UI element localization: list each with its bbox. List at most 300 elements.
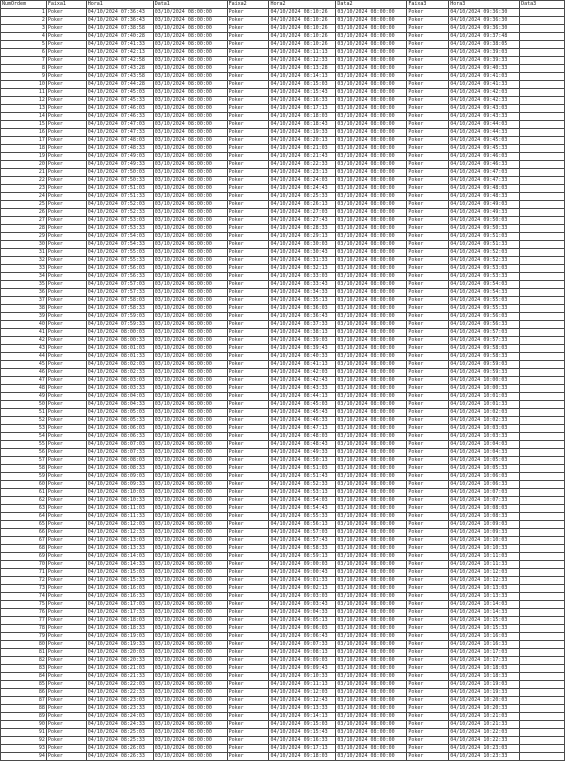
cell-hora3[interactable]: 04/10/2024 09:45:33 — [449, 145, 520, 153]
cell-numordem[interactable]: 13 — [1, 105, 47, 113]
cell-faixa1[interactable]: Poker — [46, 649, 86, 657]
cell-faixa1[interactable]: Poker — [46, 89, 86, 97]
cell-hora1[interactable]: 04/10/2024 08:01:03 — [86, 345, 153, 353]
cell-hora2[interactable]: 04/10/2024 08:16:33 — [269, 97, 336, 105]
cell-hora1[interactable]: 04/10/2024 07:42:58 — [86, 57, 153, 65]
cell-data2[interactable]: 03/10/2024 08:00:00 — [336, 297, 407, 305]
cell-data1[interactable]: 03/10/2024 08:00:00 — [153, 497, 227, 505]
cell-faixa3[interactable]: Poker — [407, 753, 449, 761]
cell-faixa1[interactable]: Poker — [46, 641, 86, 649]
cell-faixa3[interactable]: Poker — [407, 705, 449, 713]
cell-faixa2[interactable]: Poker — [227, 713, 269, 721]
cell-faixa2[interactable]: Poker — [227, 433, 269, 441]
cell-data2[interactable]: 03/10/2024 08:00:00 — [336, 25, 407, 33]
cell-hora2[interactable]: 04/10/2024 08:14:13 — [269, 73, 336, 81]
cell-faixa3[interactable]: Poker — [407, 65, 449, 73]
cell-faixa2[interactable]: Poker — [227, 353, 269, 361]
cell-data2[interactable]: 03/10/2024 08:00:00 — [336, 505, 407, 513]
cell-hora1[interactable]: 04/10/2024 07:55:33 — [86, 257, 153, 265]
cell-faixa1[interactable]: Poker — [46, 609, 86, 617]
cell-numordem[interactable]: 43 — [1, 345, 47, 353]
cell-hora1[interactable]: 04/10/2024 07:47:03 — [86, 121, 153, 129]
cell-data3[interactable] — [520, 153, 565, 161]
cell-faixa3[interactable]: Poker — [407, 113, 449, 121]
cell-numordem[interactable]: 37 — [1, 297, 47, 305]
cell-faixa1[interactable]: Poker — [46, 553, 86, 561]
cell-data1[interactable]: 03/10/2024 08:00:00 — [153, 537, 227, 545]
cell-data3[interactable] — [520, 225, 565, 233]
cell-numordem[interactable]: 81 — [1, 649, 47, 657]
cell-data1[interactable]: 03/10/2024 08:00:00 — [153, 241, 227, 249]
cell-hora3[interactable]: 04/10/2024 09:55:03 — [449, 297, 520, 305]
cell-faixa1[interactable]: Poker — [46, 393, 86, 401]
cell-data1[interactable]: 03/10/2024 08:00:00 — [153, 177, 227, 185]
cell-numordem[interactable]: 15 — [1, 121, 47, 129]
cell-data2[interactable]: 03/10/2024 08:00:00 — [336, 89, 407, 97]
cell-faixa2[interactable]: Poker — [227, 225, 269, 233]
cell-numordem[interactable]: 90 — [1, 721, 47, 729]
cell-data3[interactable] — [520, 569, 565, 577]
cell-faixa3[interactable]: Poker — [407, 617, 449, 625]
cell-faixa2[interactable]: Poker — [227, 217, 269, 225]
cell-data3[interactable] — [520, 377, 565, 385]
cell-hora2[interactable]: 04/10/2024 09:18:03 — [269, 753, 336, 761]
cell-numordem[interactable]: 10 — [1, 81, 47, 89]
cell-faixa3[interactable]: Poker — [407, 473, 449, 481]
cell-hora3[interactable]: 04/10/2024 10:16:03 — [449, 633, 520, 641]
cell-faixa3[interactable]: Poker — [407, 433, 449, 441]
cell-hora3[interactable]: 04/10/2024 09:42:03 — [449, 89, 520, 97]
cell-numordem[interactable]: 11 — [1, 89, 47, 97]
cell-data3[interactable] — [520, 641, 565, 649]
cell-faixa1[interactable]: Poker — [46, 57, 86, 65]
cell-hora2[interactable]: 04/10/2024 09:17:13 — [269, 745, 336, 753]
cell-hora2[interactable]: 04/10/2024 08:10:26 — [269, 9, 336, 17]
cell-hora2[interactable]: 04/10/2024 09:06:03 — [269, 625, 336, 633]
cell-hora1[interactable]: 04/10/2024 07:43:58 — [86, 73, 153, 81]
cell-hora2[interactable]: 04/10/2024 08:30:43 — [269, 249, 336, 257]
cell-data1[interactable]: 03/10/2024 08:00:00 — [153, 657, 227, 665]
cell-hora3[interactable]: 04/10/2024 10:18:33 — [449, 673, 520, 681]
cell-hora2[interactable]: 04/10/2024 09:03:43 — [269, 601, 336, 609]
cell-hora2[interactable]: 04/10/2024 08:28:33 — [269, 225, 336, 233]
cell-hora1[interactable]: 04/10/2024 07:38:58 — [86, 25, 153, 33]
cell-data1[interactable]: 03/10/2024 08:00:00 — [153, 705, 227, 713]
cell-hora1[interactable]: 04/10/2024 08:13:33 — [86, 545, 153, 553]
cell-data2[interactable]: 03/10/2024 08:00:00 — [336, 153, 407, 161]
cell-data2[interactable]: 03/10/2024 08:00:00 — [336, 697, 407, 705]
cell-faixa2[interactable]: Poker — [227, 169, 269, 177]
cell-hora1[interactable]: 04/10/2024 07:47:33 — [86, 129, 153, 137]
cell-data1[interactable]: 03/10/2024 08:00:00 — [153, 473, 227, 481]
cell-faixa1[interactable]: Poker — [46, 273, 86, 281]
cell-faixa1[interactable]: Poker — [46, 129, 86, 137]
cell-hora3[interactable]: 04/10/2024 10:11:33 — [449, 561, 520, 569]
cell-data3[interactable] — [520, 65, 565, 73]
cell-hora3[interactable]: 04/10/2024 10:05:33 — [449, 465, 520, 473]
cell-data2[interactable]: 03/10/2024 08:00:00 — [336, 745, 407, 753]
cell-hora3[interactable]: 04/10/2024 10:00:33 — [449, 385, 520, 393]
cell-data3[interactable] — [520, 457, 565, 465]
cell-data3[interactable] — [520, 577, 565, 585]
cell-data1[interactable]: 03/10/2024 08:00:00 — [153, 385, 227, 393]
cell-numordem[interactable]: 71 — [1, 569, 47, 577]
cell-faixa1[interactable]: Poker — [46, 281, 86, 289]
cell-faixa1[interactable]: Poker — [46, 241, 86, 249]
cell-faixa3[interactable]: Poker — [407, 385, 449, 393]
cell-data2[interactable]: 03/10/2024 08:00:00 — [336, 497, 407, 505]
cell-numordem[interactable]: 7 — [1, 57, 47, 65]
cell-faixa2[interactable]: Poker — [227, 361, 269, 369]
cell-hora3[interactable]: 04/10/2024 09:53:03 — [449, 265, 520, 273]
cell-hora2[interactable]: 04/10/2024 08:42:03 — [269, 369, 336, 377]
cell-data3[interactable] — [520, 185, 565, 193]
cell-hora1[interactable]: 04/10/2024 08:06:03 — [86, 425, 153, 433]
cell-faixa1[interactable]: Poker — [46, 145, 86, 153]
cell-hora1[interactable]: 04/10/2024 07:48:03 — [86, 137, 153, 145]
cell-hora1[interactable]: 04/10/2024 07:45:03 — [86, 89, 153, 97]
cell-hora1[interactable]: 04/10/2024 08:24:03 — [86, 713, 153, 721]
cell-faixa3[interactable]: Poker — [407, 249, 449, 257]
cell-faixa1[interactable]: Poker — [46, 545, 86, 553]
cell-faixa3[interactable]: Poker — [407, 601, 449, 609]
cell-data2[interactable]: 03/10/2024 08:00:00 — [336, 457, 407, 465]
cell-data3[interactable] — [520, 57, 565, 65]
cell-data3[interactable] — [520, 273, 565, 281]
cell-data3[interactable] — [520, 481, 565, 489]
cell-faixa2[interactable]: Poker — [227, 201, 269, 209]
cell-faixa2[interactable]: Poker — [227, 425, 269, 433]
cell-data3[interactable] — [520, 561, 565, 569]
cell-numordem[interactable]: 78 — [1, 625, 47, 633]
cell-hora2[interactable]: 04/10/2024 08:10:26 — [269, 17, 336, 25]
cell-hora3[interactable]: 04/10/2024 10:02:33 — [449, 417, 520, 425]
cell-hora1[interactable]: 04/10/2024 08:09:33 — [86, 481, 153, 489]
cell-hora3[interactable]: 04/10/2024 10:07:33 — [449, 497, 520, 505]
cell-data1[interactable]: 03/10/2024 08:00:00 — [153, 505, 227, 513]
cell-data3[interactable] — [520, 441, 565, 449]
cell-data1[interactable]: 03/10/2024 08:00:00 — [153, 745, 227, 753]
cell-hora2[interactable]: 04/10/2024 08:33:03 — [269, 273, 336, 281]
cell-data1[interactable]: 03/10/2024 08:00:00 — [153, 577, 227, 585]
cell-data1[interactable]: 03/10/2024 08:00:00 — [153, 65, 227, 73]
cell-faixa3[interactable]: Poker — [407, 145, 449, 153]
cell-data3[interactable] — [520, 97, 565, 105]
cell-numordem[interactable]: 21 — [1, 169, 47, 177]
cell-data1[interactable]: 03/10/2024 08:00:00 — [153, 449, 227, 457]
cell-data2[interactable]: 03/10/2024 08:00:00 — [336, 473, 407, 481]
cell-hora3[interactable]: 04/10/2024 09:39:03 — [449, 49, 520, 57]
cell-faixa1[interactable]: Poker — [46, 113, 86, 121]
header-faixa2[interactable]: Faixa2 — [227, 1, 269, 9]
cell-data3[interactable] — [520, 49, 565, 57]
cell-data2[interactable]: 03/10/2024 08:00:00 — [336, 273, 407, 281]
cell-numordem[interactable]: 2 — [1, 17, 47, 25]
cell-numordem[interactable]: 91 — [1, 729, 47, 737]
cell-hora2[interactable]: 04/10/2024 09:12:03 — [269, 689, 336, 697]
cell-hora1[interactable]: 04/10/2024 07:53:33 — [86, 225, 153, 233]
cell-data2[interactable]: 03/10/2024 08:00:00 — [336, 673, 407, 681]
cell-data3[interactable] — [520, 353, 565, 361]
cell-faixa3[interactable]: Poker — [407, 353, 449, 361]
cell-hora3[interactable]: 04/10/2024 10:01:03 — [449, 393, 520, 401]
cell-faixa2[interactable]: Poker — [227, 481, 269, 489]
cell-faixa1[interactable]: Poker — [46, 105, 86, 113]
cell-numordem[interactable]: 8 — [1, 65, 47, 73]
cell-hora1[interactable]: 04/10/2024 07:46:33 — [86, 113, 153, 121]
header-faixa3[interactable]: Faixa3 — [407, 1, 449, 9]
cell-hora3[interactable]: 04/10/2024 09:37:48 — [449, 33, 520, 41]
cell-hora1[interactable]: 04/10/2024 08:03:33 — [86, 385, 153, 393]
cell-hora3[interactable]: 04/10/2024 10:10:03 — [449, 537, 520, 545]
cell-data2[interactable]: 03/10/2024 08:00:00 — [336, 593, 407, 601]
cell-faixa2[interactable]: Poker — [227, 265, 269, 273]
cell-data3[interactable] — [520, 593, 565, 601]
cell-data3[interactable] — [520, 721, 565, 729]
cell-hora2[interactable]: 04/10/2024 08:57:43 — [269, 537, 336, 545]
cell-data1[interactable]: 03/10/2024 08:00:00 — [153, 457, 227, 465]
cell-hora2[interactable]: 04/10/2024 09:12:43 — [269, 697, 336, 705]
cell-data2[interactable]: 03/10/2024 08:00:00 — [336, 377, 407, 385]
cell-numordem[interactable]: 4 — [1, 33, 47, 41]
cell-numordem[interactable]: 79 — [1, 633, 47, 641]
cell-numordem[interactable]: 16 — [1, 129, 47, 137]
cell-hora1[interactable]: 04/10/2024 07:48:33 — [86, 145, 153, 153]
header-hora1[interactable]: Hora1 — [86, 1, 153, 9]
cell-data3[interactable] — [520, 753, 565, 761]
cell-data3[interactable] — [520, 649, 565, 657]
cell-data2[interactable]: 03/10/2024 08:00:00 — [336, 617, 407, 625]
cell-hora3[interactable]: 04/10/2024 09:47:03 — [449, 169, 520, 177]
cell-faixa2[interactable]: Poker — [227, 393, 269, 401]
cell-data2[interactable]: 03/10/2024 08:00:00 — [336, 433, 407, 441]
cell-hora1[interactable]: 04/10/2024 08:16:03 — [86, 585, 153, 593]
cell-hora3[interactable]: 04/10/2024 10:14:03 — [449, 601, 520, 609]
cell-faixa2[interactable]: Poker — [227, 305, 269, 313]
cell-hora2[interactable]: 04/10/2024 09:07:33 — [269, 641, 336, 649]
cell-data1[interactable]: 03/10/2024 08:00:00 — [153, 641, 227, 649]
cell-hora1[interactable]: 04/10/2024 07:42:13 — [86, 49, 153, 57]
cell-numordem[interactable]: 23 — [1, 185, 47, 193]
cell-faixa1[interactable]: Poker — [46, 713, 86, 721]
cell-data2[interactable]: 03/10/2024 08:00:00 — [336, 665, 407, 673]
cell-hora2[interactable]: 04/10/2024 08:43:33 — [269, 385, 336, 393]
cell-data2[interactable]: 03/10/2024 08:00:00 — [336, 161, 407, 169]
cell-data2[interactable]: 03/10/2024 08:00:00 — [336, 425, 407, 433]
cell-faixa1[interactable]: Poker — [46, 529, 86, 537]
cell-hora1[interactable]: 04/10/2024 08:21:33 — [86, 673, 153, 681]
cell-data3[interactable] — [520, 105, 565, 113]
cell-faixa2[interactable]: Poker — [227, 97, 269, 105]
cell-faixa2[interactable]: Poker — [227, 89, 269, 97]
cell-data1[interactable]: 03/10/2024 08:00:00 — [153, 9, 227, 17]
cell-faixa3[interactable]: Poker — [407, 657, 449, 665]
cell-faixa1[interactable]: Poker — [46, 633, 86, 641]
cell-faixa3[interactable]: Poker — [407, 33, 449, 41]
cell-faixa2[interactable]: Poker — [227, 545, 269, 553]
cell-faixa3[interactable]: Poker — [407, 345, 449, 353]
cell-data1[interactable]: 03/10/2024 08:00:00 — [153, 681, 227, 689]
cell-data3[interactable] — [520, 689, 565, 697]
cell-numordem[interactable]: 58 — [1, 465, 47, 473]
cell-faixa3[interactable]: Poker — [407, 169, 449, 177]
cell-hora3[interactable]: 04/10/2024 09:45:03 — [449, 137, 520, 145]
cell-numordem[interactable]: 51 — [1, 409, 47, 417]
cell-numordem[interactable]: 3 — [1, 25, 47, 33]
cell-numordem[interactable]: 30 — [1, 241, 47, 249]
cell-hora2[interactable]: 04/10/2024 08:39:43 — [269, 345, 336, 353]
cell-hora1[interactable]: 04/10/2024 08:10:03 — [86, 489, 153, 497]
cell-hora2[interactable]: 04/10/2024 08:48:03 — [269, 433, 336, 441]
cell-faixa3[interactable]: Poker — [407, 233, 449, 241]
cell-hora2[interactable]: 04/10/2024 09:06:43 — [269, 633, 336, 641]
cell-faixa2[interactable]: Poker — [227, 521, 269, 529]
cell-hora3[interactable]: 04/10/2024 09:51:03 — [449, 233, 520, 241]
cell-data3[interactable] — [520, 529, 565, 537]
cell-hora1[interactable]: 04/10/2024 08:07:33 — [86, 449, 153, 457]
cell-data3[interactable] — [520, 385, 565, 393]
cell-data2[interactable]: 03/10/2024 08:00:00 — [336, 73, 407, 81]
cell-hora2[interactable]: 04/10/2024 09:02:13 — [269, 585, 336, 593]
cell-hora3[interactable]: 04/10/2024 10:15:03 — [449, 617, 520, 625]
cell-hora3[interactable]: 04/10/2024 09:59:03 — [449, 361, 520, 369]
cell-faixa1[interactable]: Poker — [46, 217, 86, 225]
cell-faixa3[interactable]: Poker — [407, 17, 449, 25]
cell-faixa2[interactable]: Poker — [227, 641, 269, 649]
cell-faixa1[interactable]: Poker — [46, 617, 86, 625]
cell-faixa3[interactable]: Poker — [407, 465, 449, 473]
cell-hora3[interactable]: 04/10/2024 10:14:33 — [449, 609, 520, 617]
cell-faixa2[interactable]: Poker — [227, 385, 269, 393]
cell-hora2[interactable]: 04/10/2024 08:15:43 — [269, 89, 336, 97]
cell-data1[interactable]: 03/10/2024 08:00:00 — [153, 737, 227, 745]
cell-hora2[interactable]: 04/10/2024 08:17:13 — [269, 105, 336, 113]
cell-hora3[interactable]: 04/10/2024 09:51:33 — [449, 241, 520, 249]
cell-hora3[interactable]: 04/10/2024 09:49:03 — [449, 201, 520, 209]
cell-faixa1[interactable]: Poker — [46, 209, 86, 217]
cell-data2[interactable]: 03/10/2024 08:00:00 — [336, 641, 407, 649]
cell-faixa3[interactable]: Poker — [407, 665, 449, 673]
cell-data1[interactable]: 03/10/2024 08:00:00 — [153, 689, 227, 697]
cell-hora3[interactable]: 04/10/2024 09:55:33 — [449, 305, 520, 313]
cell-faixa1[interactable]: Poker — [46, 169, 86, 177]
cell-faixa3[interactable]: Poker — [407, 529, 449, 537]
cell-hora2[interactable]: 04/10/2024 08:36:43 — [269, 313, 336, 321]
cell-data1[interactable]: 03/10/2024 08:00:00 — [153, 441, 227, 449]
cell-hora3[interactable]: 04/10/2024 09:43:03 — [449, 105, 520, 113]
cell-hora2[interactable]: 04/10/2024 08:23:13 — [269, 169, 336, 177]
cell-data3[interactable] — [520, 297, 565, 305]
cell-hora3[interactable]: 04/10/2024 10:12:03 — [449, 569, 520, 577]
cell-faixa2[interactable]: Poker — [227, 609, 269, 617]
cell-faixa1[interactable]: Poker — [46, 305, 86, 313]
cell-hora1[interactable]: 04/10/2024 08:17:03 — [86, 601, 153, 609]
cell-data1[interactable]: 03/10/2024 08:00:00 — [153, 225, 227, 233]
cell-numordem[interactable]: 27 — [1, 217, 47, 225]
cell-hora2[interactable]: 04/10/2024 08:51:43 — [269, 473, 336, 481]
cell-hora2[interactable]: 04/10/2024 08:44:13 — [269, 393, 336, 401]
cell-hora1[interactable]: 04/10/2024 07:49:33 — [86, 161, 153, 169]
cell-data2[interactable]: 03/10/2024 08:00:00 — [336, 145, 407, 153]
cell-faixa1[interactable]: Poker — [46, 313, 86, 321]
cell-data1[interactable]: 03/10/2024 08:00:00 — [153, 273, 227, 281]
cell-faixa2[interactable]: Poker — [227, 249, 269, 257]
header-data2[interactable]: Data2 — [336, 1, 407, 9]
cell-data2[interactable]: 03/10/2024 08:00:00 — [336, 737, 407, 745]
cell-faixa2[interactable]: Poker — [227, 161, 269, 169]
cell-faixa3[interactable]: Poker — [407, 289, 449, 297]
cell-data3[interactable] — [520, 145, 565, 153]
cell-data2[interactable]: 03/10/2024 08:00:00 — [336, 361, 407, 369]
cell-numordem[interactable]: 64 — [1, 513, 47, 521]
cell-faixa3[interactable]: Poker — [407, 729, 449, 737]
cell-hora1[interactable]: 04/10/2024 08:08:03 — [86, 457, 153, 465]
cell-hora3[interactable]: 04/10/2024 10:04:03 — [449, 441, 520, 449]
cell-faixa1[interactable]: Poker — [46, 81, 86, 89]
cell-hora3[interactable]: 04/10/2024 09:41:33 — [449, 81, 520, 89]
cell-faixa3[interactable]: Poker — [407, 577, 449, 585]
cell-hora3[interactable]: 04/10/2024 10:09:03 — [449, 521, 520, 529]
cell-faixa3[interactable]: Poker — [407, 89, 449, 97]
cell-hora2[interactable]: 04/10/2024 08:11:13 — [269, 49, 336, 57]
cell-hora2[interactable]: 04/10/2024 08:34:33 — [269, 289, 336, 297]
cell-hora1[interactable]: 04/10/2024 08:19:03 — [86, 633, 153, 641]
cell-data1[interactable]: 03/10/2024 08:00:00 — [153, 257, 227, 265]
cell-faixa3[interactable]: Poker — [407, 609, 449, 617]
cell-faixa2[interactable]: Poker — [227, 721, 269, 729]
cell-faixa1[interactable]: Poker — [46, 473, 86, 481]
cell-faixa1[interactable]: Poker — [46, 593, 86, 601]
cell-hora1[interactable]: 04/10/2024 07:36:43 — [86, 9, 153, 17]
cell-hora2[interactable]: 04/10/2024 09:10:33 — [269, 673, 336, 681]
cell-hora2[interactable]: 04/10/2024 08:47:13 — [269, 425, 336, 433]
cell-hora2[interactable]: 04/10/2024 08:36:03 — [269, 305, 336, 313]
cell-faixa3[interactable]: Poker — [407, 737, 449, 745]
cell-data2[interactable]: 03/10/2024 08:00:00 — [336, 529, 407, 537]
cell-hora3[interactable]: 04/10/2024 09:56:03 — [449, 313, 520, 321]
cell-hora1[interactable]: 04/10/2024 08:12:03 — [86, 521, 153, 529]
cell-data3[interactable] — [520, 505, 565, 513]
cell-faixa1[interactable]: Poker — [46, 257, 86, 265]
cell-numordem[interactable]: 45 — [1, 361, 47, 369]
cell-data1[interactable]: 03/10/2024 08:00:00 — [153, 393, 227, 401]
cell-faixa2[interactable]: Poker — [227, 9, 269, 17]
cell-hora1[interactable]: 04/10/2024 07:56:33 — [86, 273, 153, 281]
cell-faixa3[interactable]: Poker — [407, 513, 449, 521]
cell-hora1[interactable]: 04/10/2024 08:13:03 — [86, 537, 153, 545]
cell-numordem[interactable]: 65 — [1, 521, 47, 529]
cell-faixa3[interactable]: Poker — [407, 681, 449, 689]
cell-data2[interactable]: 03/10/2024 08:00:00 — [336, 289, 407, 297]
cell-data2[interactable]: 03/10/2024 08:00:00 — [336, 705, 407, 713]
cell-numordem[interactable]: 66 — [1, 529, 47, 537]
cell-hora3[interactable]: 04/10/2024 10:18:03 — [449, 665, 520, 673]
cell-hora3[interactable]: 04/10/2024 10:04:33 — [449, 449, 520, 457]
cell-faixa3[interactable]: Poker — [407, 673, 449, 681]
cell-numordem[interactable]: 12 — [1, 97, 47, 105]
cell-data1[interactable]: 03/10/2024 08:00:00 — [153, 481, 227, 489]
cell-faixa1[interactable]: Poker — [46, 729, 86, 737]
cell-hora1[interactable]: 04/10/2024 08:09:03 — [86, 473, 153, 481]
cell-hora2[interactable]: 04/10/2024 08:39:03 — [269, 337, 336, 345]
cell-data2[interactable]: 03/10/2024 08:00:00 — [336, 353, 407, 361]
cell-data2[interactable]: 03/10/2024 08:00:00 — [336, 385, 407, 393]
cell-faixa3[interactable]: Poker — [407, 417, 449, 425]
cell-numordem[interactable]: 47 — [1, 377, 47, 385]
cell-hora3[interactable]: 04/10/2024 10:01:33 — [449, 401, 520, 409]
cell-hora2[interactable]: 04/10/2024 08:31:33 — [269, 257, 336, 265]
cell-numordem[interactable]: 29 — [1, 233, 47, 241]
